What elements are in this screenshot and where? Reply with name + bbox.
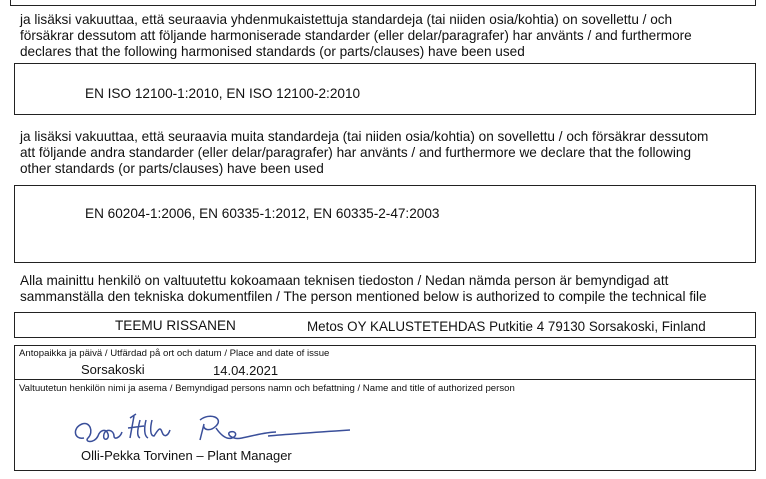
authorized-person-box xyxy=(14,312,756,338)
declaration-line: ja lisäksi vakuuttaa, että seuraavia yhdenmukaistettuja standardeja (tai niiden osia/kohtia) on sovellettu / och xyxy=(20,12,673,27)
declaration-line: försäkrar dessutom att följande harmoniserade standarder (eller delar/paragrafer) har använts / and furthermore xyxy=(20,28,692,43)
signatory-name-title: Olli-Pekka Torvinen – Plant Manager xyxy=(81,448,292,463)
authorized-person-name: TEEMU RISSANEN xyxy=(115,318,236,333)
harmonised-standards-list: EN ISO 12100-1:2010, EN ISO 12100-2:2010 xyxy=(85,86,361,101)
issue-label: Antopaikka ja päivä / Utfärdad på ort och datum / Place and date of issue xyxy=(19,348,330,359)
authorization-line: Alla mainittu henkilö on valtuutettu kokoamaan teknisen tiedoston / Nedan nämda person är bemyndigad att xyxy=(20,273,669,288)
declaration-line: declares that the following harmonised standards (or parts/clauses) have been used xyxy=(20,44,525,59)
issue-box xyxy=(14,345,756,380)
issue-date: 14.04.2021 xyxy=(213,363,279,378)
declaration-line: other standards (or parts/clauses) have been used xyxy=(20,161,324,176)
authorized-person-address: Metos OY KALUSTETEHDAS Putkitie 4 79130 Sorsakoski, Finland xyxy=(307,319,706,334)
top-box-edge xyxy=(10,0,756,6)
issue-place: Sorsakoski xyxy=(81,362,145,377)
harmonised-declaration-text xyxy=(20,12,762,60)
signatory-label: Valtuutetun henkilön nimi ja asema / Bemyndigad persons namn och befattning / Name and title of authorized person xyxy=(19,383,515,394)
declaration-line: ja lisäksi vakuuttaa, että seuraavia muita standardeja (tai niiden osia/kohtia) on sovellettu / och försäkrar dessutom xyxy=(20,129,709,144)
harmonised-standards-box xyxy=(14,63,756,115)
other-standards-declaration-text xyxy=(20,129,762,177)
other-standards-list: EN 60204-1:2006, EN 60335-1:2012, EN 60335-2-47:2003 xyxy=(85,206,440,221)
declaration-line: att följande andra standarder (eller delar/paragrafer) har använts / and furthermore we declare that the following xyxy=(20,145,692,160)
other-standards-box xyxy=(14,185,756,263)
handwritten-signature-icon xyxy=(70,410,370,452)
authorization-text xyxy=(20,273,762,305)
authorization-line: sammanställa den tekniska dokumentfilen / The person mentioned below is authorized to compile the technical file xyxy=(20,289,707,304)
